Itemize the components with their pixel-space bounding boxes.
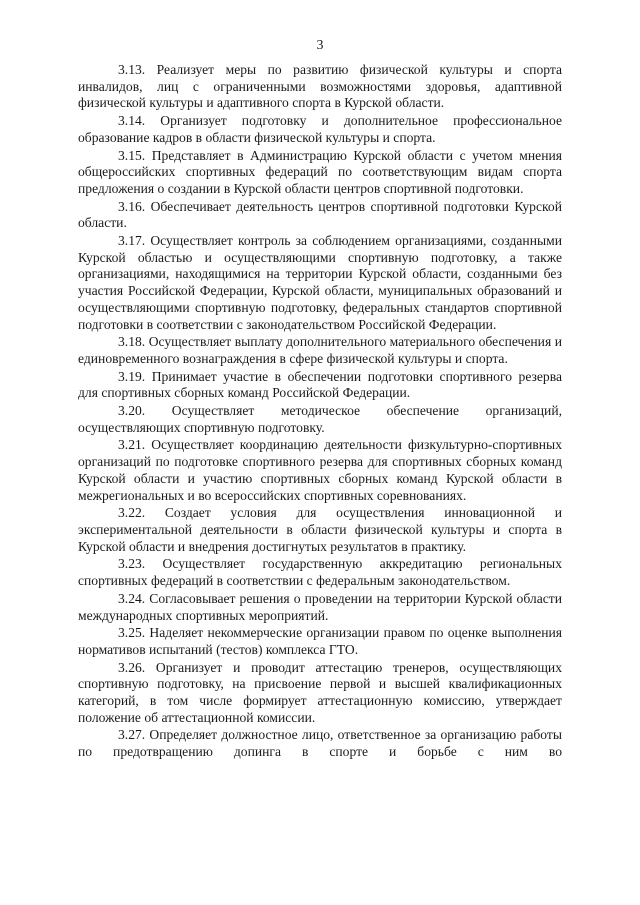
paragraph-3-23: 3.23. Осуществляет государственную аккредитацию региональных спортивных федераций в соответствии с федеральным законодательством. (78, 556, 562, 589)
paragraph-3-27: 3.27. Определяет должностное лицо, ответственное за организацию работы по предотвращению допинга в спорте и борьбе с ним во (78, 727, 562, 760)
paragraph-3-20: 3.20. Осуществляет методическое обеспечение организаций, осуществляющих спортивную подготовку. (78, 403, 562, 435)
paragraph-3-17: 3.17. Осуществляет контроль за соблюдением организациями, созданными Курской областью и осуществляющими спортивную подготовку, а также организациями, находящимися на территории Курской области, созданными без участия Российской Федерации, Курской области, муниципальных образований и осуществляющими спортивную подготовку, федеральных стандартов спортивной подготовки в соответствии с законодательством Российской Федерации. (78, 233, 562, 332)
paragraph-3-19: 3.19. Принимает участие в обеспечении подготовки спортивного резерва для спортивных сборных команд Российской Федерации. (78, 368, 562, 401)
paragraph-3-13: 3.13. Реализует меры по развитию физической культуры и спорта инвалидов, лиц с ограниченными возможностями здоровья, адаптивной физической культуры и адаптивного спорта в Курской области. (78, 62, 562, 111)
page-number: 3 (316, 38, 324, 53)
document-body (78, 62, 562, 762)
paragraph-3-21: 3.21. Осуществляет координацию деятельности физкультурно-спортивных организаций по подготовке спортивного резерва для спортивных сборных команд Курской области и участию спортивных сборных команд Курской области в межрегиональных и во всероссийских спортивных соревнованиях. (78, 437, 562, 503)
paragraph-3-26: 3.26. Организует и проводит аттестацию тренеров, осуществляющих спортивную подготовку, на присвоение первой и высшей квалификационных категорий, в том числе формирует аттестационную комиссию, утверждает положение об аттестационной комиссии. (78, 659, 562, 725)
paragraph-3-14: 3.14. Организует подготовку и дополнительное профессиональное образование кадров в области физической культуры и спорта. (78, 113, 562, 145)
paragraph-3-18: 3.18. Осуществляет выплату дополнительного материального обеспечения и единовременного вознаграждения в сфере физической культуры и спорта. (78, 334, 562, 366)
paragraph-3-24: 3.24. Согласовывает решения о проведении на территории Курской области международных спортивных мероприятий. (78, 590, 562, 623)
paragraph-3-25: 3.25. Наделяет некоммерческие организации правом по оценке выполнения нормативов испытаний (тестов) комплекса ГТО. (78, 625, 562, 657)
paragraph-3-22: 3.22. Создает условия для осуществления инновационной и экспериментальной деятельности в области физической культуры и спорта в Курской области и внедрения достигнутых результатов в практику. (78, 505, 562, 554)
paragraph-3-16: 3.16. Обеспечивает деятельность центров спортивной подготовки Курской области. (78, 198, 562, 231)
paragraph-3-15: 3.15. Представляет в Администрацию Курской области с учетом мнения общероссийских спортивных федераций по соответствующим видам спорта предложения о создании в Курской области центров спортивной подготовки. (78, 147, 562, 196)
